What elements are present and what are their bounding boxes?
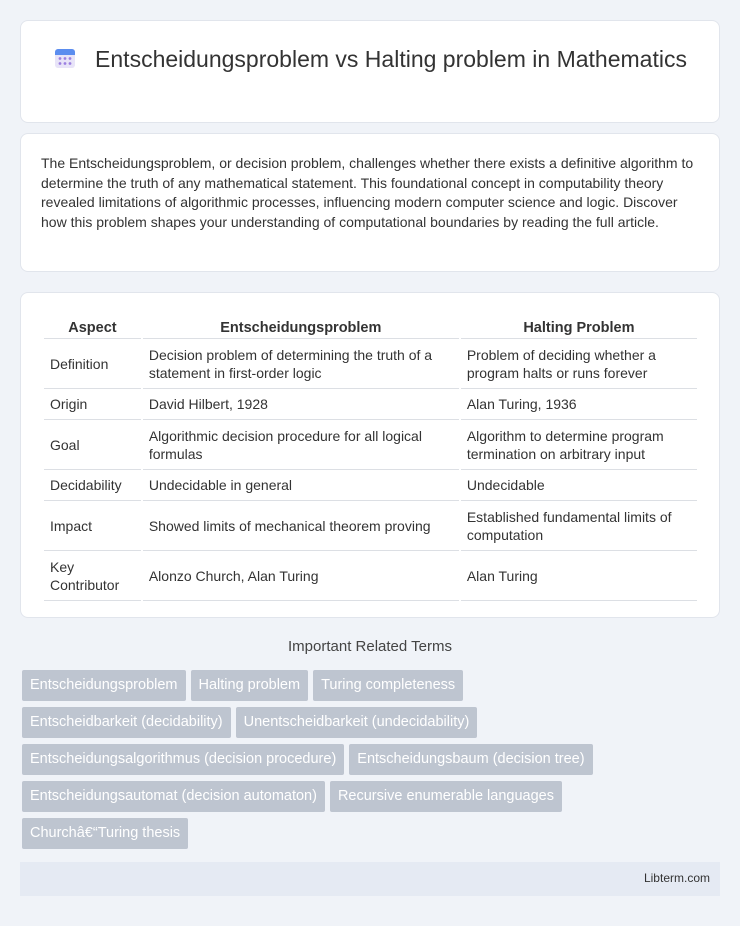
- tag-entscheidungsbaum[interactable]: Entscheidungsbaum (decision tree): [349, 744, 592, 775]
- header-aspect: Aspect: [44, 313, 141, 339]
- table-row: [44, 339, 697, 389]
- table-cell: Problem of deciding whether a program halts or runs forever: [461, 339, 697, 389]
- table-header-row: [44, 313, 697, 339]
- title-card: [20, 20, 720, 123]
- table-cell: Algorithm to determine program termination on arbitrary input: [461, 420, 697, 470]
- related-terms-list: [22, 670, 712, 855]
- tag-entscheidungsproblem[interactable]: Entscheidungsproblem: [22, 670, 186, 701]
- footer: [20, 862, 720, 896]
- tag-turing-completeness[interactable]: Turing completeness: [313, 670, 463, 701]
- table-cell: Goal: [44, 420, 141, 470]
- comparison-table: [42, 313, 699, 601]
- header-entscheidungsproblem: Entscheidungsproblem: [143, 313, 459, 339]
- tag-church-turing-thesis[interactable]: Churchâ€“Turing thesis: [22, 818, 188, 849]
- table-cell: Algorithmic decision procedure for all logical formulas: [143, 420, 459, 470]
- table-cell: Definition: [44, 339, 141, 389]
- table-cell: Decision problem of determining the truth of a statement in first-order logic: [143, 339, 459, 389]
- table-cell: Alan Turing: [461, 551, 697, 601]
- page-title: [21, 45, 719, 74]
- table-cell: Origin: [44, 389, 141, 420]
- table-row: [44, 551, 697, 601]
- table-row: [44, 389, 697, 420]
- tag-entscheidungsalgorithmus[interactable]: Entscheidungsalgorithmus (decision procedure): [22, 744, 344, 775]
- table-cell: David Hilbert, 1928: [143, 389, 459, 420]
- footer-site-link[interactable]: Libterm.com: [643, 871, 710, 885]
- table-cell: Impact: [44, 501, 141, 551]
- tag-entscheidungsautomat[interactable]: Entscheidungsautomat (decision automaton): [22, 781, 325, 812]
- tag-recursive-enumerable-languages[interactable]: Recursive enumerable languages: [330, 781, 562, 812]
- table-row: [44, 470, 697, 501]
- tag-halting-problem[interactable]: Halting problem: [191, 670, 309, 701]
- table-cell: Decidability: [44, 470, 141, 501]
- calendar-icon: [53, 46, 77, 70]
- table-cell: Key Contributor: [44, 551, 141, 601]
- header-halting-problem: Halting Problem: [461, 313, 697, 339]
- table-row: [44, 420, 697, 470]
- table-cell: Alonzo Church, Alan Turing: [143, 551, 459, 601]
- table-cell: Undecidable in general: [143, 470, 459, 501]
- tag-unentscheidbarkeit[interactable]: Unentscheidbarkeit (undecidability): [236, 707, 478, 738]
- intro-card: [20, 133, 720, 272]
- table-cell: Established fundamental limits of computation: [461, 501, 697, 551]
- table-cell: Undecidable: [461, 470, 697, 501]
- table-cell: Showed limits of mechanical theorem proving: [143, 501, 459, 551]
- intro-paragraph: The Entscheidungsproblem, or decision problem, challenges whether there exists a definitive algorithm to determine the truth of any mathematical statement. This foundational concept in computability theory revealed limitations of algorithmic processes, influencing modern computer science and logic. Discover how this problem shapes your understanding of computational boundaries by reading the full article.: [41, 155, 694, 230]
- table-row: [44, 501, 697, 551]
- tag-entscheidbarkeit[interactable]: Entscheidbarkeit (decidability): [22, 707, 231, 738]
- comparison-card: [20, 292, 720, 618]
- table-cell: Alan Turing, 1936: [461, 389, 697, 420]
- related-terms-heading: Important Related Terms: [288, 638, 452, 655]
- title-text: Entscheidungsproblem vs Halting problem in Mathematics: [95, 46, 687, 72]
